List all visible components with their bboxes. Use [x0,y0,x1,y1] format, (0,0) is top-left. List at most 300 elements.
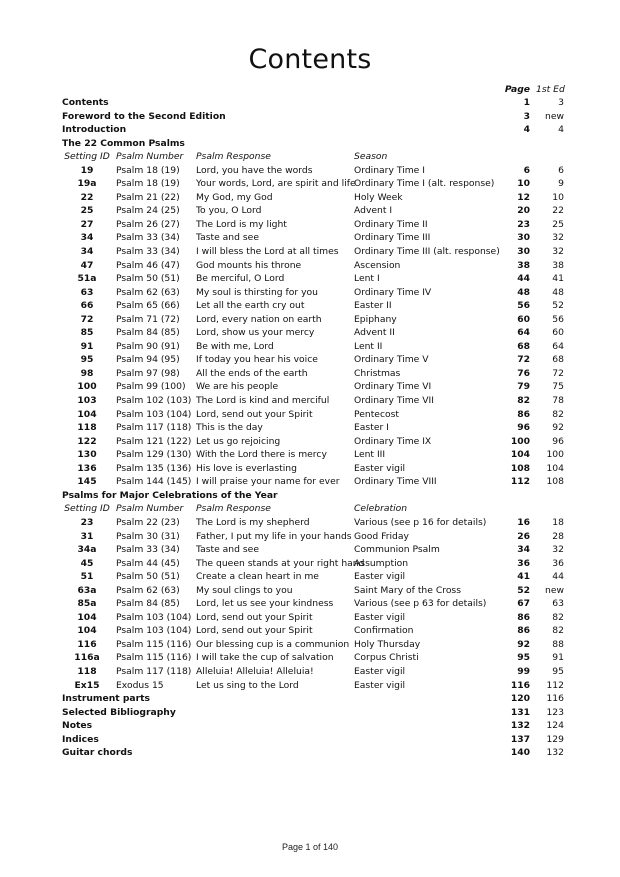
first-edition-page: 64 [552,340,564,352]
psalm-number: Psalm 117 (118) [116,665,192,677]
psalm-response: Taste and see [196,544,259,556]
setting-id: 116a [74,652,100,664]
season-header: Season [354,151,388,163]
setting-id: 63 [80,286,94,298]
table-row[interactable] [0,597,620,611]
psalm-response: God mounts his throne [196,259,302,271]
table-row[interactable] [0,530,620,544]
first-edition-page: 82 [552,625,564,637]
psalm-number: Psalm 135 (136) [116,462,192,474]
page-number: 60 [517,313,530,325]
first-edition-page: 104 [546,462,564,474]
first-edition-page: 82 [552,611,564,623]
page-number: 120 [510,693,530,705]
first-edition-page: new [545,110,564,122]
page-number: 3 [523,110,530,122]
first-edition-page: 92 [552,422,564,434]
season: Holy Week [354,191,403,203]
psalm-response: We are his people [196,381,279,393]
psalm-number: Psalm 24 (25) [116,205,180,217]
psalm-number: Psalm 99 (100) [116,381,186,393]
first-edition-page: 48 [552,286,564,298]
first-edition-page: 72 [552,367,564,379]
season: Communion Psalm [354,544,440,556]
setting-id: 85a [77,598,97,610]
psalm-response: I will take the cup of salvation [196,652,334,664]
page-number: 44 [517,273,530,285]
first-edition-page: 52 [552,300,564,312]
setting-id: 66 [80,300,94,312]
page-number: 86 [517,408,530,420]
contents-entry[interactable] [0,123,620,137]
table-row[interactable] [0,164,620,178]
setting-id: 45 [80,557,94,569]
season: Confirmation [354,625,414,637]
page-number: 86 [517,625,530,637]
season: Easter I [354,422,389,434]
first-edition-page: 9 [558,178,564,190]
psalm-response: With the Lord there is mercy [196,449,327,461]
first-edition-page: 78 [552,395,564,407]
table-row[interactable] [0,408,620,422]
season: Easter vigil [354,462,406,474]
psalm-number: Psalm 22 (23) [116,516,180,528]
setting-id: 145 [77,476,97,488]
table-row[interactable] [0,204,620,218]
page-number: 52 [517,584,530,596]
first-edition-page: 132 [546,747,564,759]
setting-id: 34a [77,544,97,556]
setting-id: 95 [80,354,94,366]
psalm-response: The Lord is my light [196,218,287,230]
setting-id: 22 [80,191,94,203]
table-row[interactable] [0,353,620,367]
first-edition-page: 63 [552,598,564,610]
first-edition-page: 96 [552,435,564,447]
psalm-number: Psalm 90 (91) [116,340,180,352]
page-number: 1 [523,97,530,108]
psalm-response: Lord, send out your Spirit [196,408,313,420]
page-number: 26 [517,530,530,542]
page-number: 72 [517,354,530,366]
table-row[interactable] [0,367,620,381]
psalm-response: The Lord is my shepherd [196,516,310,528]
table-row[interactable] [0,557,620,571]
first-edition-page: 44 [552,571,564,583]
section-heading: The 22 Common Psalms [62,137,185,149]
table-row[interactable] [0,475,620,489]
section-label: Guitar chords [62,747,133,759]
table-row[interactable] [0,435,620,449]
psalm-response: I will bless the Lord at all times [196,246,339,258]
page-number: 36 [517,557,530,569]
table-row[interactable] [0,448,620,462]
setting-id-header: Setting ID [64,151,110,163]
section-label: Selected Bibliography [62,706,176,718]
table-row[interactable] [0,340,620,354]
page-number: 41 [517,571,530,583]
psalm-response: If today you hear his voice [196,354,318,366]
contents-entry[interactable] [0,692,620,706]
psalm-number: Psalm 62 (63) [116,584,180,596]
page-number: 76 [517,367,530,379]
season: Epiphany [354,313,397,325]
psalm-response-header: Psalm Response [196,151,271,163]
season: Ordinary Time VI [354,381,432,393]
psalm-response: Our blessing cup is a communion [196,638,350,650]
first-edition-page: 95 [552,665,564,677]
psalm-response: Taste and see [196,232,259,244]
table-header-row [0,502,620,516]
section-label: Foreword to the Second Edition [62,110,226,122]
table-row[interactable] [0,218,620,232]
psalm-response: Lord, let us see your kindness [196,598,334,610]
setting-id: 25 [80,205,94,217]
table-row[interactable] [0,272,620,286]
page-number: 116 [510,679,530,691]
page-number: 23 [517,218,530,230]
setting-id: 104 [77,408,97,420]
setting-id: 47 [80,259,94,271]
table-row[interactable] [0,584,620,598]
psalm-number: Psalm 50 (51) [116,273,180,285]
page-number: 92 [517,638,530,650]
season: Ordinary Time III (alt. response) [354,246,500,258]
setting-id: 98 [80,367,94,379]
season: Ordinary Time II [354,218,428,230]
season: Ordinary Time VII [354,395,434,407]
psalm-number: Psalm 102 (103) [116,395,192,407]
first-edition-page: 18 [552,516,564,528]
contents-table [0,96,620,760]
psalm-response: The Lord is kind and merciful [196,395,330,407]
section-label: Indices [62,733,99,745]
page-number: 6 [523,164,530,176]
season: Lent II [354,340,383,352]
psalm-number: Psalm 115 (116) [116,652,192,664]
season: Lent I [354,273,380,285]
page-footer: Page 1 of 140 [281,842,339,852]
season: Easter vigil [354,571,406,583]
page-number: 16 [517,516,530,528]
setting-id: 100 [77,381,97,393]
psalm-number: Psalm 97 (98) [116,367,180,379]
table-row[interactable] [0,638,620,652]
section-label: Notes [62,720,93,732]
season: Ordinary Time IV [354,286,432,298]
table-row[interactable] [0,543,620,557]
season: Advent I [354,205,393,217]
table-row[interactable] [0,313,620,327]
psalm-response: My soul is thirsting for you [196,286,318,298]
season-header: Celebration [354,503,408,515]
setting-id: 51a [77,273,97,285]
page-number: 86 [517,611,530,623]
season: Ordinary Time IX [354,435,432,447]
page-number: 30 [517,246,530,258]
first-edition-page: 124 [546,720,564,732]
first-edition-page: 91 [552,652,564,664]
psalm-number: Exodus 15 [116,679,164,691]
table-row[interactable] [0,380,620,394]
first-edition-page: 6 [558,164,564,176]
psalm-number: Psalm 103 (104) [116,611,192,623]
page-number: 104 [510,449,530,461]
season: Ordinary Time I (alt. response) [354,178,495,190]
first-edition-page: 28 [552,530,564,542]
page-number: 112 [510,476,530,488]
setting-id: 104 [77,625,97,637]
page-number: 4 [523,124,530,136]
major-celebrations-heading [0,489,620,503]
setting-id: 34 [80,232,94,244]
season: Advent II [354,327,395,339]
setting-id: 27 [80,218,94,230]
table-row[interactable] [0,394,620,408]
first-edition-page: 38 [552,259,564,271]
table-row[interactable] [0,516,620,530]
psalm-response: My God, my God [196,191,273,203]
setting-id: 104 [77,611,97,623]
page-number: 20 [517,205,530,217]
first-edition-page: 116 [546,693,564,705]
first-edition-page: 10 [552,191,564,203]
first-edition-page: 82 [552,408,564,420]
psalm-number: Psalm 84 (85) [116,598,180,610]
season: Saint Mary of the Cross [354,584,462,596]
contents-entry[interactable] [0,746,620,760]
contents-entry[interactable] [0,706,620,720]
psalm-number: Psalm 117 (118) [116,422,192,434]
page-number: 140 [510,747,530,759]
psalm-response: This is the day [196,422,263,434]
season: Various (see p 16 for details) [354,516,487,528]
page-number: 100 [510,435,530,447]
setting-id: 118 [77,665,97,677]
psalm-number: Psalm 84 (85) [116,327,180,339]
table-row[interactable] [0,286,620,300]
first-edition-page: 108 [546,476,564,488]
psalm-number: Psalm 50 (51) [116,571,180,583]
psalm-response: Father, I put my life in your hands [196,530,352,542]
first-edition-page: 36 [552,557,564,569]
psalm-response: I will praise your name for ever [196,476,340,488]
psalm-number: Psalm 21 (22) [116,191,180,203]
first-edition-page: 22 [552,205,564,217]
setting-id: 31 [80,530,94,542]
table-row[interactable] [0,326,620,340]
table-row[interactable] [0,462,620,476]
table-row[interactable] [0,191,620,205]
psalm-response: Lord, show us your mercy [196,327,315,339]
season: Easter vigil [354,679,406,691]
psalm-number: Psalm 30 (31) [116,530,180,542]
page-number: 67 [517,598,530,610]
setting-id: Ex15 [74,679,100,691]
psalm-number-header: Psalm Number [116,151,184,163]
setting-id: 130 [77,449,97,461]
page-number: 131 [510,706,530,718]
table-row[interactable] [0,611,620,625]
first-edition-page: 32 [552,544,564,556]
first-edition-page: 56 [552,313,564,325]
page-number: 95 [517,652,530,664]
season: Easter II [354,300,392,312]
season: Corpus Christi [354,652,419,664]
contents-entry[interactable] [0,110,620,124]
table-row[interactable] [0,245,620,259]
psalm-number: Psalm 144 (145) [116,476,192,488]
first-edition-page: 60 [552,327,564,339]
psalm-response: His love is everlasting [196,462,297,474]
page-number: 96 [517,422,530,434]
psalm-number: Psalm 121 (122) [116,435,192,447]
first-edition-page: 41 [552,273,564,285]
season: Pentecost [354,408,400,420]
table-row[interactable] [0,299,620,313]
psalm-response: Lord, every nation on earth [196,313,322,325]
season: Ascension [354,259,401,271]
psalm-response-header: Psalm Response [196,503,271,515]
first-edition-page: new [545,584,564,596]
first-edition-page: 112 [546,679,564,691]
contents-entry[interactable] [0,96,620,110]
psalm-number: Psalm 18 (19) [116,164,180,176]
psalm-response: Lord, send out your Spirit [196,611,313,623]
psalm-number: Psalm 115 (116) [116,638,192,650]
psalm-response: Your words, Lord, are spirit and life [196,178,356,190]
setting-id: 72 [80,313,94,325]
contents-entry[interactable] [0,733,620,747]
season: Various (see p 63 for details) [354,598,487,610]
section-heading: Psalms for Major Celebrations of the Year [62,489,278,501]
psalm-number: Psalm 94 (95) [116,354,180,366]
setting-id: 91 [80,340,94,352]
page-number: 68 [517,340,530,352]
table-row[interactable] [0,259,620,273]
setting-id: 34 [80,246,94,258]
psalm-number: Psalm 18 (19) [116,178,180,190]
first-edition-page: 123 [546,706,564,718]
first-edition-column-header: 1st Ed [536,84,565,95]
psalm-number: Psalm 62 (63) [116,286,180,298]
page-number: 38 [517,259,530,271]
page-number: 30 [517,232,530,244]
psalm-response: All the ends of the earth [196,367,308,379]
season: Easter vigil [354,611,406,623]
page-title: Contents [248,44,372,75]
psalm-response: Let all the earth cry out [196,300,305,312]
table-row[interactable] [0,679,620,693]
table-row[interactable] [0,570,620,584]
psalm-number: Psalm 65 (66) [116,300,180,312]
page-number: 10 [517,178,530,190]
psalm-number: Psalm 103 (104) [116,408,192,420]
section-label: Contents [62,97,109,108]
setting-id: 103 [77,395,97,407]
season: Ordinary Time I [354,164,425,176]
psalm-number: Psalm 26 (27) [116,218,180,230]
psalm-response: Let us go rejoicing [196,435,281,447]
table-row[interactable] [0,421,620,435]
setting-id: 136 [77,462,97,474]
first-edition-page: 32 [552,246,564,258]
setting-id: 23 [80,516,94,528]
setting-id: 63a [77,584,97,596]
first-edition-page: 100 [546,449,564,461]
table-row[interactable] [0,177,620,191]
psalm-number: Psalm 46 (47) [116,259,180,271]
setting-id: 118 [77,422,97,434]
season: Ordinary Time III [354,232,431,244]
psalm-response: To you, O Lord [196,205,262,217]
page-number: 108 [510,462,530,474]
table-row[interactable] [0,624,620,638]
psalm-number: Psalm 71 (72) [116,313,180,325]
season: Assumption [354,557,409,569]
first-edition-page: 129 [546,733,564,745]
season: Lent III [354,449,386,461]
psalm-number: Psalm 33 (34) [116,544,180,556]
common-psalms-heading [0,137,620,151]
table-row[interactable] [0,651,620,665]
first-edition-page: 25 [552,218,564,230]
page-number: 48 [517,286,530,298]
page-number: 34 [517,544,530,556]
page-number: 82 [517,395,530,407]
psalm-response: Let us sing to the Lord [196,679,299,691]
section-label: Introduction [62,124,127,136]
psalm-number: Psalm 44 (45) [116,557,180,569]
psalm-response: Be with me, Lord [196,340,274,352]
psalm-number-header: Psalm Number [116,503,184,515]
setting-id-header: Setting ID [64,503,110,515]
table-row[interactable] [0,665,620,679]
psalm-number: Psalm 103 (104) [116,625,192,637]
first-edition-page: 88 [552,638,564,650]
psalm-response: The queen stands at your right hand [196,557,365,569]
page-number: 132 [510,720,530,732]
setting-id: 122 [77,435,97,447]
table-row[interactable] [0,231,620,245]
psalm-response: Alleluia! Alleluia! Alleluia! [196,665,314,677]
section-label: Instrument parts [62,693,150,705]
page-column-header: Page [504,84,530,95]
first-edition-page: 4 [558,124,564,136]
page-number: 99 [517,665,530,677]
setting-id: 19 [80,164,94,176]
psalm-response: Lord, you have the words [196,164,313,176]
psalm-number: Psalm 33 (34) [116,232,180,244]
setting-id: 51 [80,571,94,583]
contents-entry[interactable] [0,719,620,733]
first-edition-page: 75 [552,381,564,393]
page-number: 79 [517,381,530,393]
page-number: 12 [517,191,530,203]
table-header-row [0,150,620,164]
psalm-response: Be merciful, O Lord [196,273,285,285]
setting-id: 19a [77,178,97,190]
season: Good Friday [354,530,409,542]
season: Easter vigil [354,665,406,677]
page-number: 56 [517,300,530,312]
psalm-response: My soul clings to you [196,584,293,596]
season: Ordinary Time VIII [354,476,437,488]
psalm-response: Lord, send out your Spirit [196,625,313,637]
setting-id: 85 [80,327,94,339]
page-number: 137 [510,733,530,745]
season: Ordinary Time V [354,354,429,366]
